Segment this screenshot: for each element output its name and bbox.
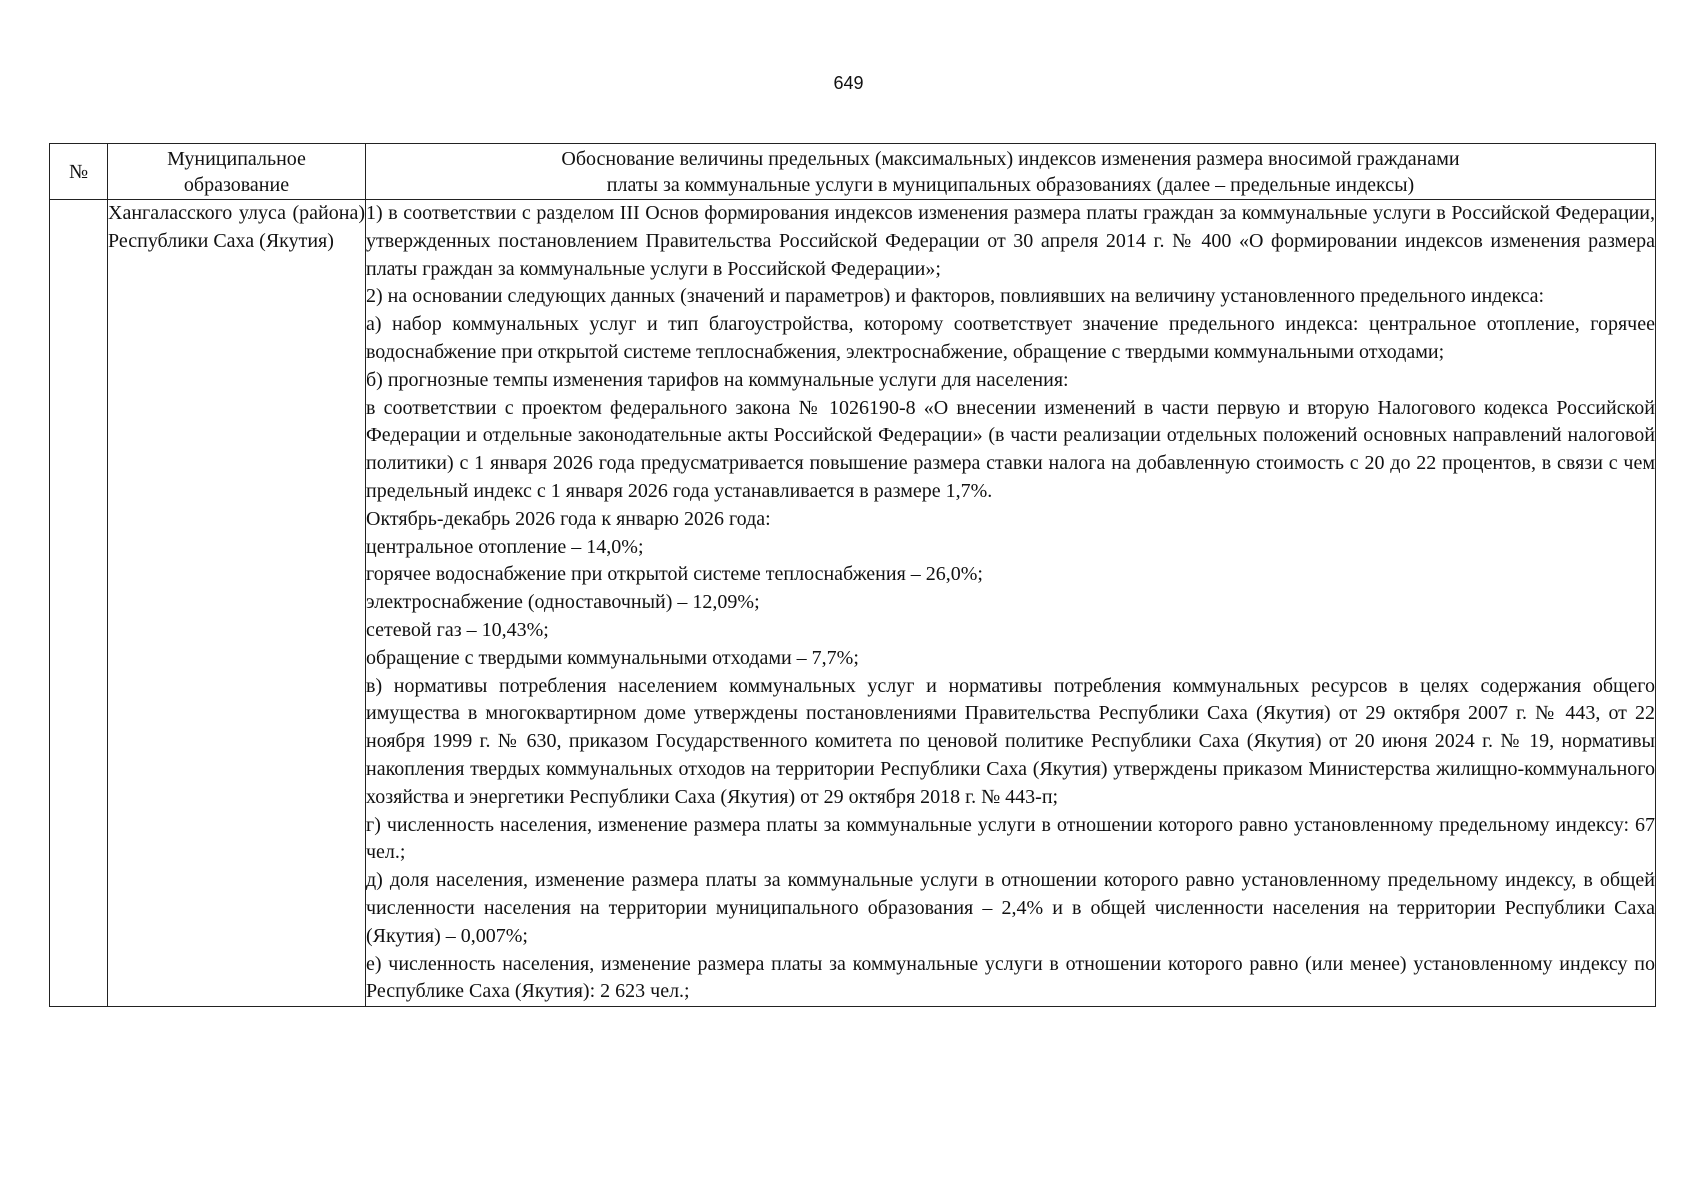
paragraph-vat-law: в соответствии с проектом федерального закона № 1026190-8 «О внесении изменений в части первую и вторую Налогового кодекса Российской Федерации и отдельные законодательные акты Российской Федерации» (в части реализации отдельных положений основных направлений налоговой политики) с 1 января 2026 года предусматривается повышение размера ставки налога на добавленную стоимость с 20 до 22 процентов, в связи с чем предельный индекс с 1 января 2026 года устанавливается в размере 1,7%. xyxy=(366,396,1655,502)
page-number: 649 xyxy=(833,73,864,93)
header-municipality xyxy=(108,144,366,200)
header-justification xyxy=(366,144,1656,200)
rate-central-heating: центральное отопление – 14,0%; xyxy=(366,535,644,558)
row-number-cell xyxy=(50,200,108,1007)
paragraph-a-services-set: а) набор коммунальных услуг и тип благоустройства, которому соответствует значение предельного индекса: центральное отопление, горячее водоснабжение при открытой системе теплоснабжения, электроснабжение, обращение с твердыми коммунальными отходами; xyxy=(366,313,1655,363)
header-number: № xyxy=(50,144,108,200)
municipality-cell xyxy=(108,200,366,1007)
header-justification-line2: платы за коммунальные услуги в муниципальных образованиях (далее – предельные индексы) xyxy=(606,174,1415,196)
header-justification-line1: Обоснование величины предельных (максимальных) индексов изменения размера вносимой гражданами xyxy=(561,148,1460,170)
paragraph-b-tariff-forecast: б) прогнозные темпы изменения тарифов на коммунальные услуги для населения: xyxy=(366,368,1069,391)
table-row xyxy=(50,200,1656,1007)
header-municipality-line1: Муниципальное xyxy=(167,148,306,170)
paragraph-d-population-share: д) доля населения, изменение размера платы за коммунальные услуги в отношении которого равно установленному предельному индексу, в общей численности населения на территории муниципального образования – 2,4% и в общей численности населения на территории Республики Саха (Якутия) – 0,007%; xyxy=(366,869,1655,947)
paragraph-data-factors: 2) на основании следующих данных (значений и параметров) и факторов, повлиявших на величину установленного предельного индекса: xyxy=(366,285,1545,308)
header-municipality-line2: образование xyxy=(183,174,290,196)
paragraph-period: Октябрь-декабрь 2026 года к январю 2026 года: xyxy=(366,507,771,530)
paragraph-legal-basis: 1) в соответствии с разделом III Основ формирования индексов изменения размера платы граждан за коммунальные услуги в Российской Федерации, утвержденных постановлением Правительства Российской Федерации от 30 апреля 2014 г. № 400 «О формировании индексов изменения размера платы граждан за коммунальные услуги в Российской Федерации»; xyxy=(366,202,1655,280)
rate-solid-waste: обращение с твердыми коммунальными отходами – 7,7%; xyxy=(366,646,859,669)
paragraph-v-consumption-norms: в) нормативы потребления населением коммунальных услуг и нормативы потребления коммунальных ресурсов в целях содержания общего имущества в многоквартирном доме утверждены постановлениями Правительства Республики Саха (Якутия) от 29 октября 2007 г. № 443, от 22 ноября 1999 г. № 630, приказом Государственного комитета по ценовой политике Республики Саха (Якутия) от 20 июня 2024 г. № 19, нормативы накопления твердых коммунальных отходов на территории Республики Саха (Якутия) утверждены приказом Министерства жилищно-коммунального хозяйства и энергетики Республики Саха (Якутия) от 29 октября 2018 г. № 443-п; xyxy=(366,674,1655,808)
municipality-name: Хангаласского улуса (района) Республики Саха (Якутия) xyxy=(108,202,365,252)
justification-cell xyxy=(366,200,1656,1007)
paragraph-e-population-count-region: е) численность населения, изменение размера платы за коммунальные услуги в отношении которого равно (или менее) установленному индексу по Республике Саха (Якутия): 2 623 чел.; xyxy=(366,952,1655,1003)
justification-table xyxy=(49,143,1656,1007)
rate-electricity: электроснабжение (одноставочный) – 12,09%; xyxy=(366,591,760,614)
rate-gas: сетевой газ – 10,43%; xyxy=(366,618,549,641)
table-header-row xyxy=(50,144,1656,200)
rate-hot-water: горячее водоснабжение при открытой системе теплоснабжения – 26,0%; xyxy=(366,563,983,586)
paragraph-g-population-count: г) численность населения, изменение размера платы за коммунальные услуги в отношении которого равно установленному предельному индексу: 67 чел.; xyxy=(366,813,1655,864)
